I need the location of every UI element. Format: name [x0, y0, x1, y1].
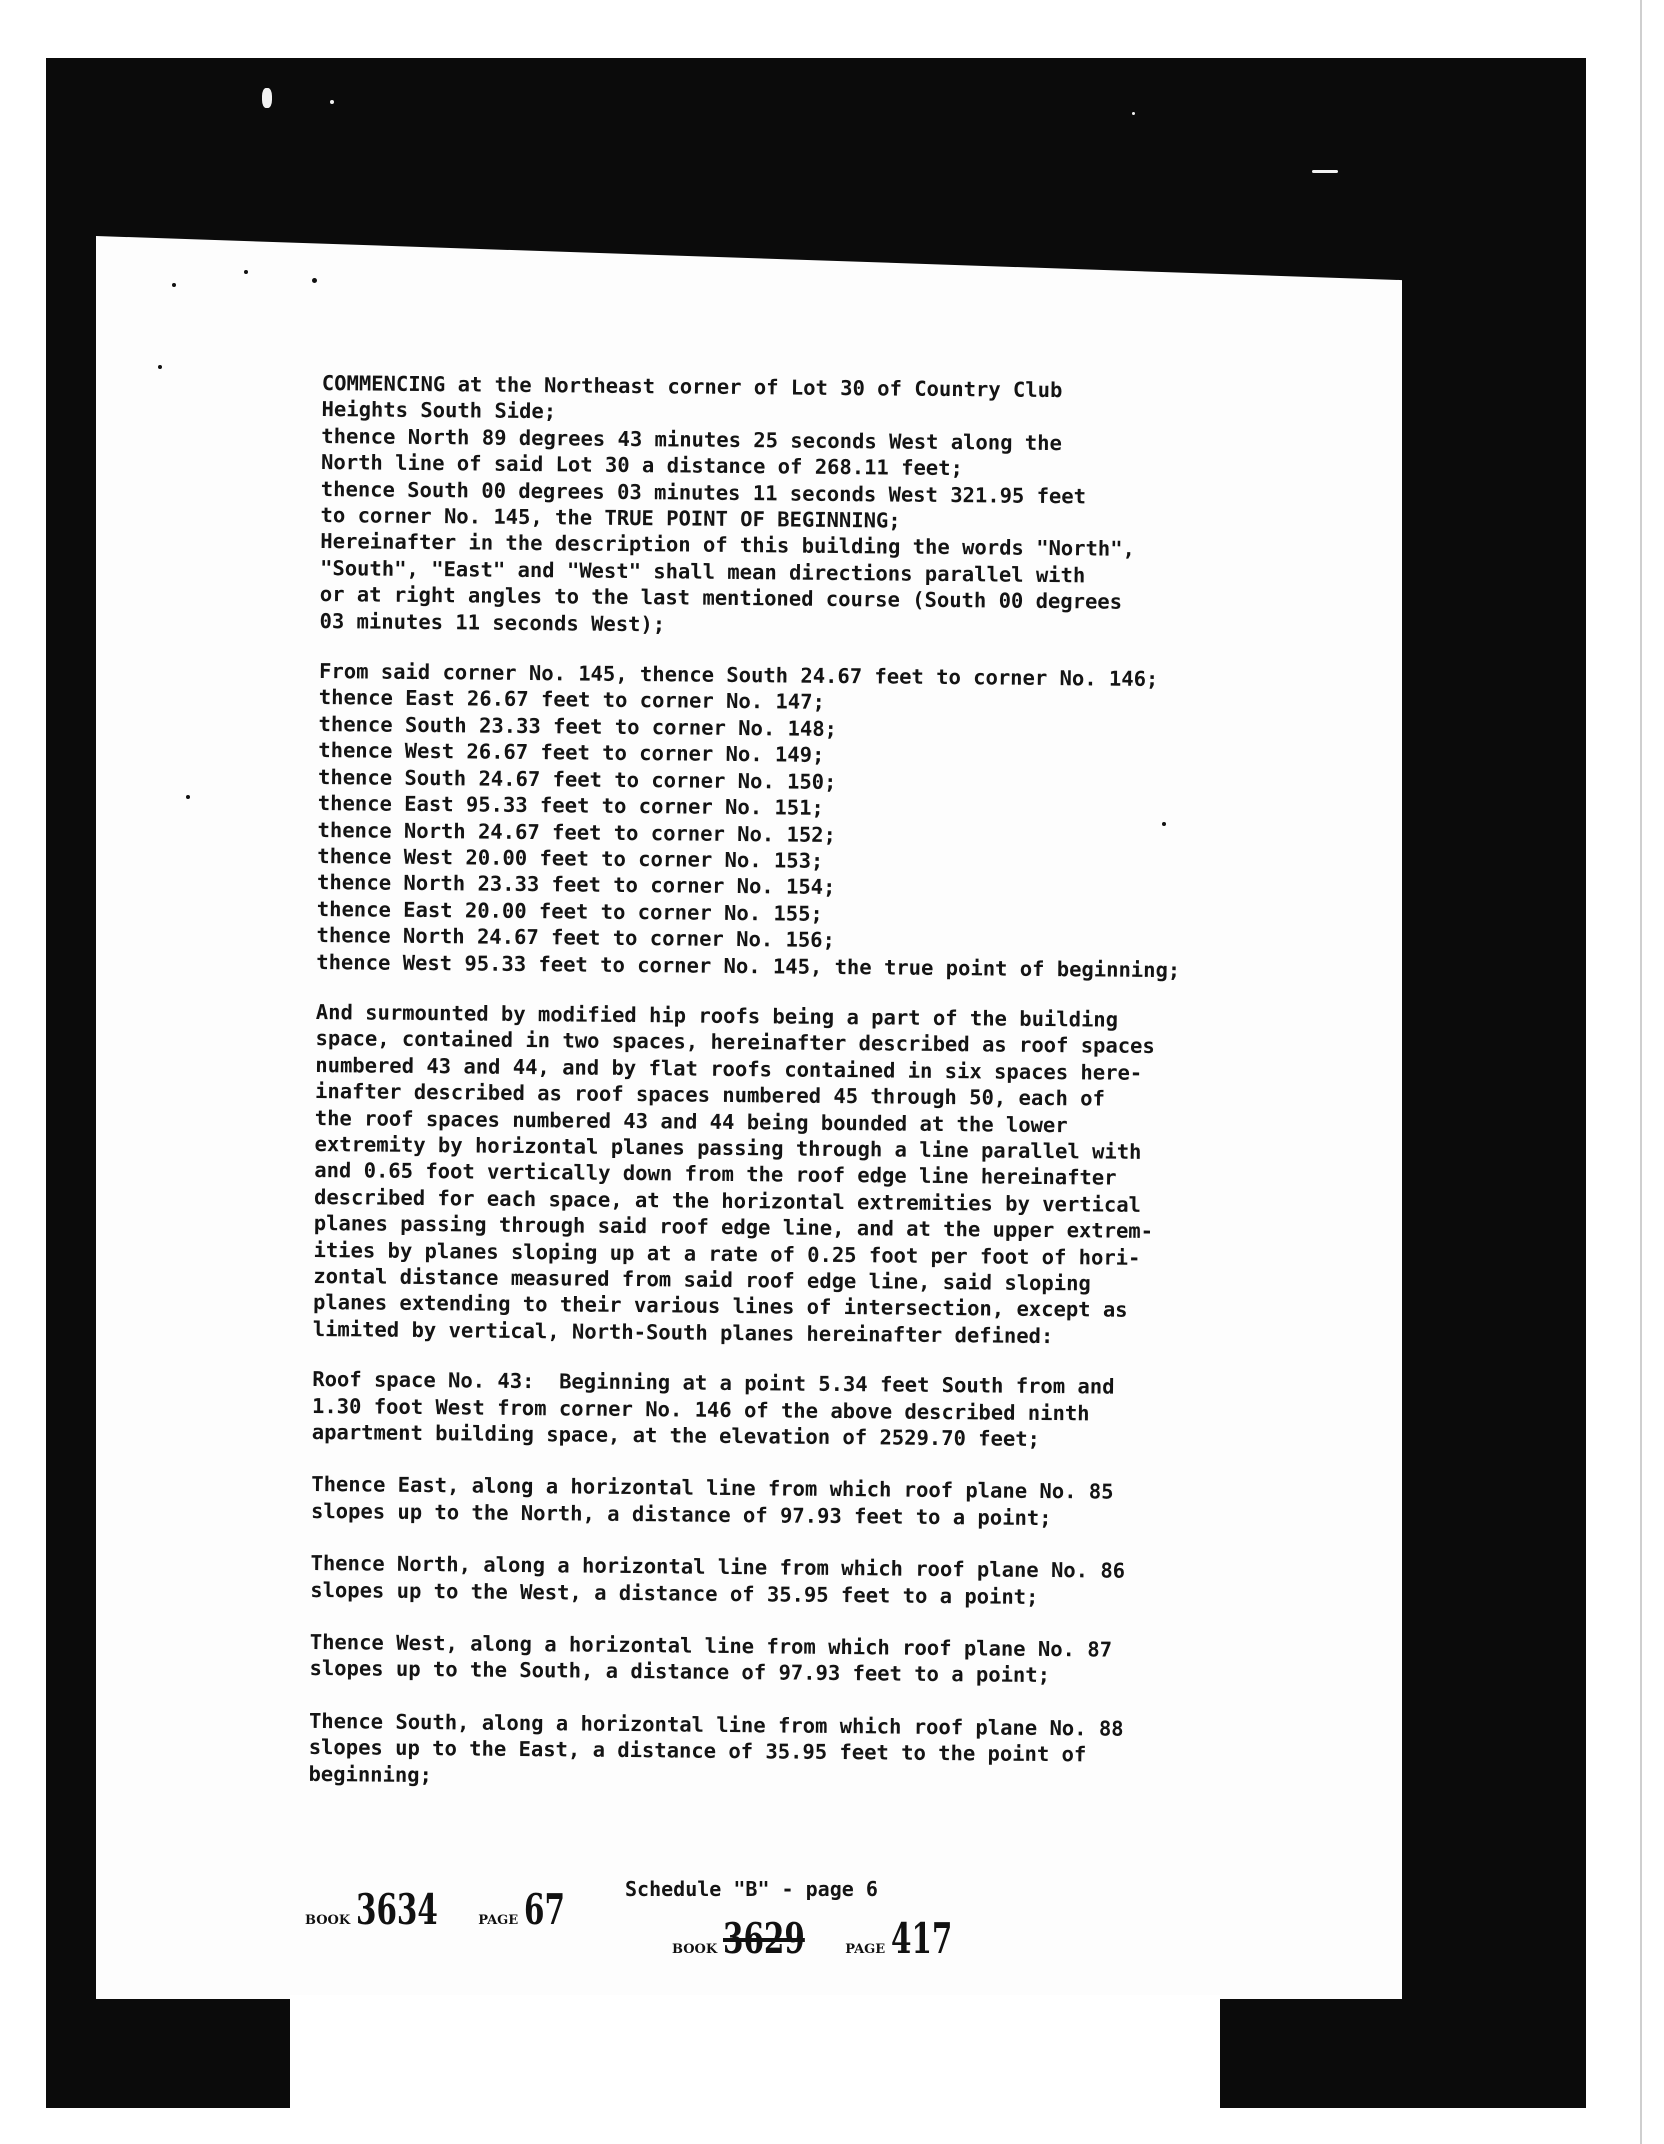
text-line: thence North 89 degrees 43 minutes 25 seconds West along the — [321, 423, 1062, 455]
text-line: to corner No. 145, the TRUE POINT OF BEGINNING; — [320, 503, 901, 533]
paragraph-commencing — [319, 370, 1441, 645]
text-line: slopes up to the South, a distance of 97.93 feet to a point; — [309, 1656, 1051, 1688]
text-line: Thence South, along a horizontal line from which roof plane No. 88 — [308, 1708, 1124, 1741]
text-line: space, contained in two spaces, hereinafter described as roof spaces — [315, 1026, 1155, 1059]
stamp-page-number: 417 — [890, 1914, 953, 1963]
scan-right-edge — [1640, 0, 1664, 2144]
scan-speck — [1132, 112, 1135, 115]
stamp-page-label: PAGE — [478, 1913, 519, 1928]
paragraph-thence-south — [308, 1708, 1429, 1798]
text-line: inafter described as roof spaces numbered 45 through 50, each of — [314, 1079, 1106, 1111]
text-line: ities by planes sloping up at a rate of 0.25 foot per foot of hori- — [313, 1237, 1141, 1270]
text-line: thence East 26.67 feet to corner No. 147; — [318, 685, 825, 715]
scan-bottom-margin — [290, 1995, 1220, 2144]
stamp-book-number: 3629 — [722, 1914, 805, 1963]
text-line: extremity by horizontal planes passing through a line parallel with — [314, 1131, 1142, 1164]
scan-speck — [262, 88, 272, 108]
text-line: North line of said Lot 30 a distance of 268.11 feet; — [320, 450, 963, 481]
paragraph-roof-space-43 — [312, 1366, 1433, 1456]
text-line: numbered 43 and 44, and by flat roofs contained in six spaces here- — [315, 1052, 1143, 1085]
paragraph-thence-north — [310, 1550, 1430, 1614]
text-line: And surmounted by modified hip roofs being a part of the building — [315, 999, 1119, 1032]
text-line: thence South 24.67 feet to corner No. 150; — [317, 764, 837, 794]
scan-speck — [330, 100, 334, 104]
scan-speck — [1312, 170, 1338, 173]
text-line: beginning; — [308, 1761, 433, 1787]
text-line: thence West 95.33 feet to corner No. 145, the true point of beginning; — [316, 949, 1181, 982]
text-line: thence South 23.33 feet to corner No. 148; — [318, 711, 838, 741]
stamp-book-label: BOOK — [305, 1913, 351, 1928]
text-line: From said corner No. 145, thence South 24.67 feet to corner No. 146; — [318, 659, 1159, 692]
text-line: zontal distance measured from said roof edge line, said sloping — [313, 1263, 1091, 1296]
text-line: thence South 00 degrees 03 minutes 11 seconds West 321.95 feet — [320, 476, 1087, 508]
paragraph-thence-west — [309, 1629, 1429, 1693]
text-line: slopes up to the West, a distance of 35.95 feet to a point; — [310, 1577, 1039, 1609]
recording-stamp — [305, 1885, 582, 1934]
text-line: thence North 23.33 feet to corner No. 154; — [316, 870, 836, 900]
text-line: COMMENCING at the Northeast corner of Lot 30 of Country Club — [321, 370, 1063, 403]
text-line: limited by vertical, North-South planes hereinafter defined: — [312, 1316, 1054, 1348]
schedule-page-label: Schedule "B" - page 6 — [625, 1877, 878, 1901]
text-line: or at right angles to the last mentioned course (South 00 degrees — [319, 582, 1123, 614]
text-line: Roof space No. 43: Beginning at a point 5.34 feet South from and — [312, 1367, 1115, 1399]
paragraph-roofs — [313, 999, 1436, 1353]
stamp-book-number: 3634 — [355, 1885, 438, 1934]
text-line: Thence East, along a horizontal line from which roof plane No. 85 — [311, 1472, 1114, 1505]
text-line: 1.30 foot West from corner No. 146 of the above described ninth — [311, 1393, 1090, 1426]
text-line: planes passing through said roof edge line, and at the upper extrem- — [313, 1211, 1154, 1244]
text-line: Hereinafter in the description of this building the words "North", — [320, 529, 1136, 562]
text-line: thence East 20.00 feet to corner No. 155; — [316, 896, 823, 926]
text-line: thence North 24.67 feet to corner No. 156; — [316, 923, 836, 953]
paragraph-thence-east — [311, 1471, 1431, 1535]
scan-speck — [186, 795, 190, 799]
text-line: thence East 95.33 feet to corner No. 151; — [317, 791, 824, 820]
text-line: planes extending to their various lines of intersection, except as — [312, 1290, 1128, 1323]
text-line: thence West 26.67 feet to corner No. 149; — [318, 738, 825, 768]
stamp-page-label: PAGE — [845, 1942, 886, 1957]
text-line: the roof spaces numbered 43 and 44 being bounded at the lower — [314, 1105, 1068, 1137]
stamp-page-number: 67 — [523, 1885, 565, 1934]
text-line: thence West 20.00 feet to corner No. 153; — [317, 843, 824, 873]
scan-speck — [244, 270, 248, 274]
text-line: slopes up to the North, a distance of 97.93 feet to a point; — [310, 1498, 1052, 1530]
text-line: Thence West, along a horizontal line from which roof plane No. 87 — [309, 1630, 1113, 1662]
stamp-book-label: BOOK — [672, 1942, 718, 1957]
text-line: apartment building space, at the elevation of 2529.70 feet; — [311, 1419, 1041, 1451]
text-line: 03 minutes 11 seconds West); — [319, 608, 666, 636]
text-line: thence North 24.67 feet to corner No. 152; — [317, 817, 837, 847]
text-line: Heights South Side; — [321, 397, 557, 424]
scan-speck — [172, 283, 176, 287]
scan-speck — [312, 278, 317, 283]
scan-speck — [158, 365, 162, 369]
paragraph-courses — [316, 658, 1439, 986]
text-line: slopes up to the East, a distance of 35.95 feet to the point of — [308, 1735, 1087, 1767]
recording-stamp-superseded — [672, 1914, 978, 1963]
text-line: and 0.65 foot vertically down from the roof edge line hereinafter — [314, 1158, 1117, 1191]
text-line: described for each space, at the horizontal extremities by vertical — [313, 1184, 1142, 1217]
document-body — [308, 370, 1442, 1822]
text-line: Thence North, along a horizontal line from which roof plane No. 86 — [310, 1551, 1126, 1584]
text-line: "South", "East" and "West" shall mean directions parallel with — [319, 555, 1086, 588]
